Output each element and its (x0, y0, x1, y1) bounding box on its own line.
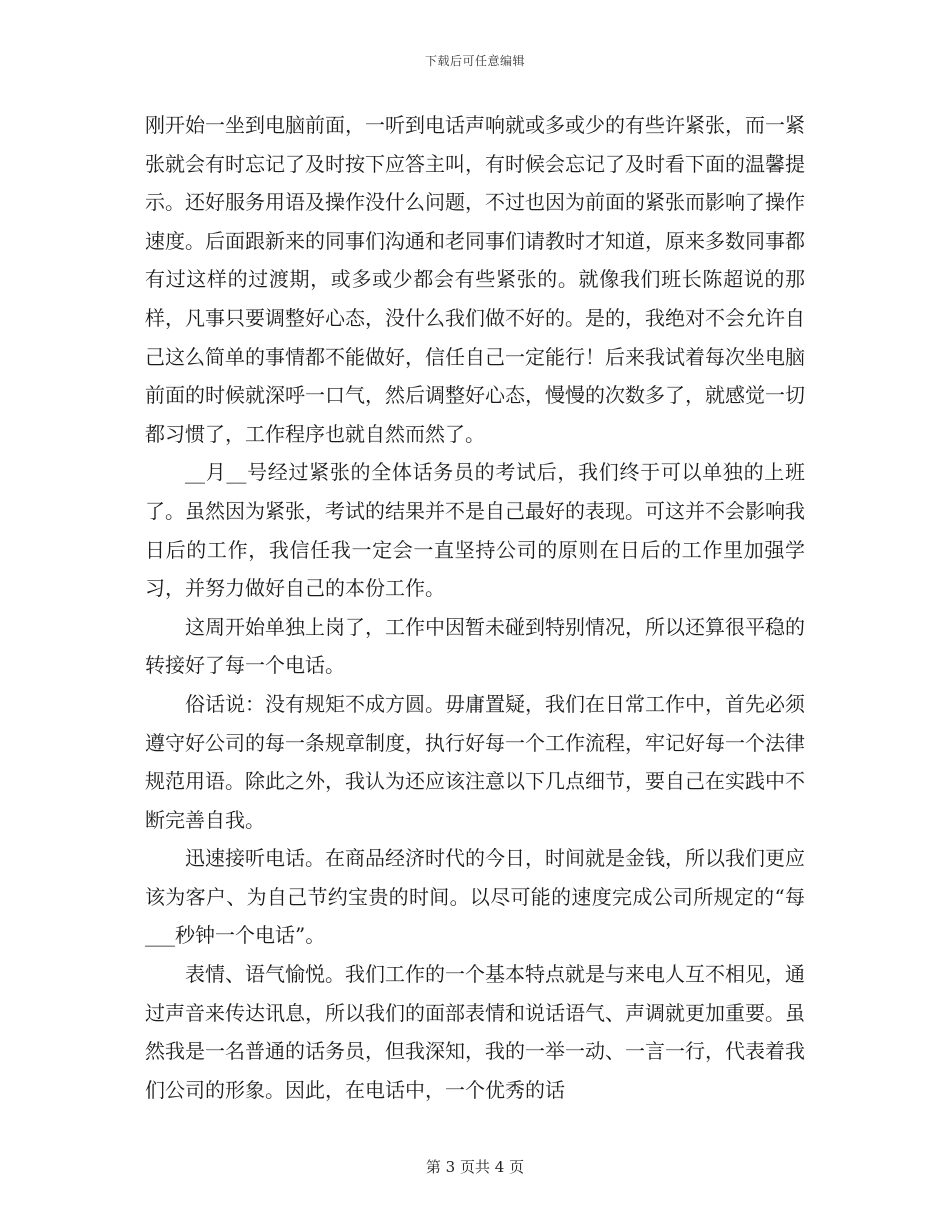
page-header: 下载后可任意编辑 (424, 54, 525, 68)
paragraph-2: __月__号经过紧张的全体话务员的考试后，我们终于可以单独的上班了。虽然因为紧张，考试的结果并不是自己最好的表现。可这并不会影响我日后的工作，我信任我一定会一直坚持公司的原则在日后的工作里加强学习，并努力做好自己的本份工作。 (145, 460, 805, 601)
paragraph-3: 这周开始单独上岗了，工作中因暂未碰到特别情况，所以还算很平稳的转接好了每一个电话。 (145, 614, 805, 678)
paragraph-5: 迅速接听电话。在商品经济时代的今日，时间就是金钱，所以我们更应该为客户、为自己节约宝贵的时间。以尽可能的速度完成公司所规定的“每___秒钟一个电话”。 (145, 846, 805, 948)
paragraph-4: 俗话说：没有规矩不成方圆。毋庸置疑，我们在日常工作中，首先必须遵守好公司的每一条规章制度，执行好每一个工作流程，牢记好每一个法律规范用语。除此之外，我认为还应该注意以下几点细节，要自己在实践中不断完善自我。 (145, 691, 805, 832)
paragraph-6: 表情、语气愉悦。我们工作的一个基本特点就是与来电人互不相见，通过声音来传达讯息，所以我们的面部表情和说话语气、声调就更加重要。虽然我是一名普通的话务员，但我深知，我的一举一动、一言一行，代表着我们公司的形象。因此，在电话中，一个优秀的话 (145, 962, 805, 1102)
document-body (145, 106, 805, 1109)
page-number-footer: 第 3 页共 4 页 (425, 1158, 525, 1176)
paragraph-1: 刚开始一坐到电脑前面，一听到电话声响就或多或少的有些许紧张，而一紧张就会有时忘记了及时按下应答主叫，有时候会忘记了及时看下面的温馨提示。还好服务用语及操作没什么问题，不过也因为前面的紧张而影响了操作速度。后面跟新来的同事们沟通和老同事们请教时才知道，原来多数同事都有过这样的过渡期，或多或少都会有些紧张的。就像我们班长陈超说的那样，凡事只要调整好心态，没什么我们做不好的。是的，我绝对不会允许自己这么简单的事情都不能做好，信任自己一定能行！后来我试着每次坐电脑前面的时候就深呼一口气，然后调整好心态，慢慢的次数多了，就感觉一切都习惯了，工作程序也就自然而然了。 (145, 113, 805, 446)
